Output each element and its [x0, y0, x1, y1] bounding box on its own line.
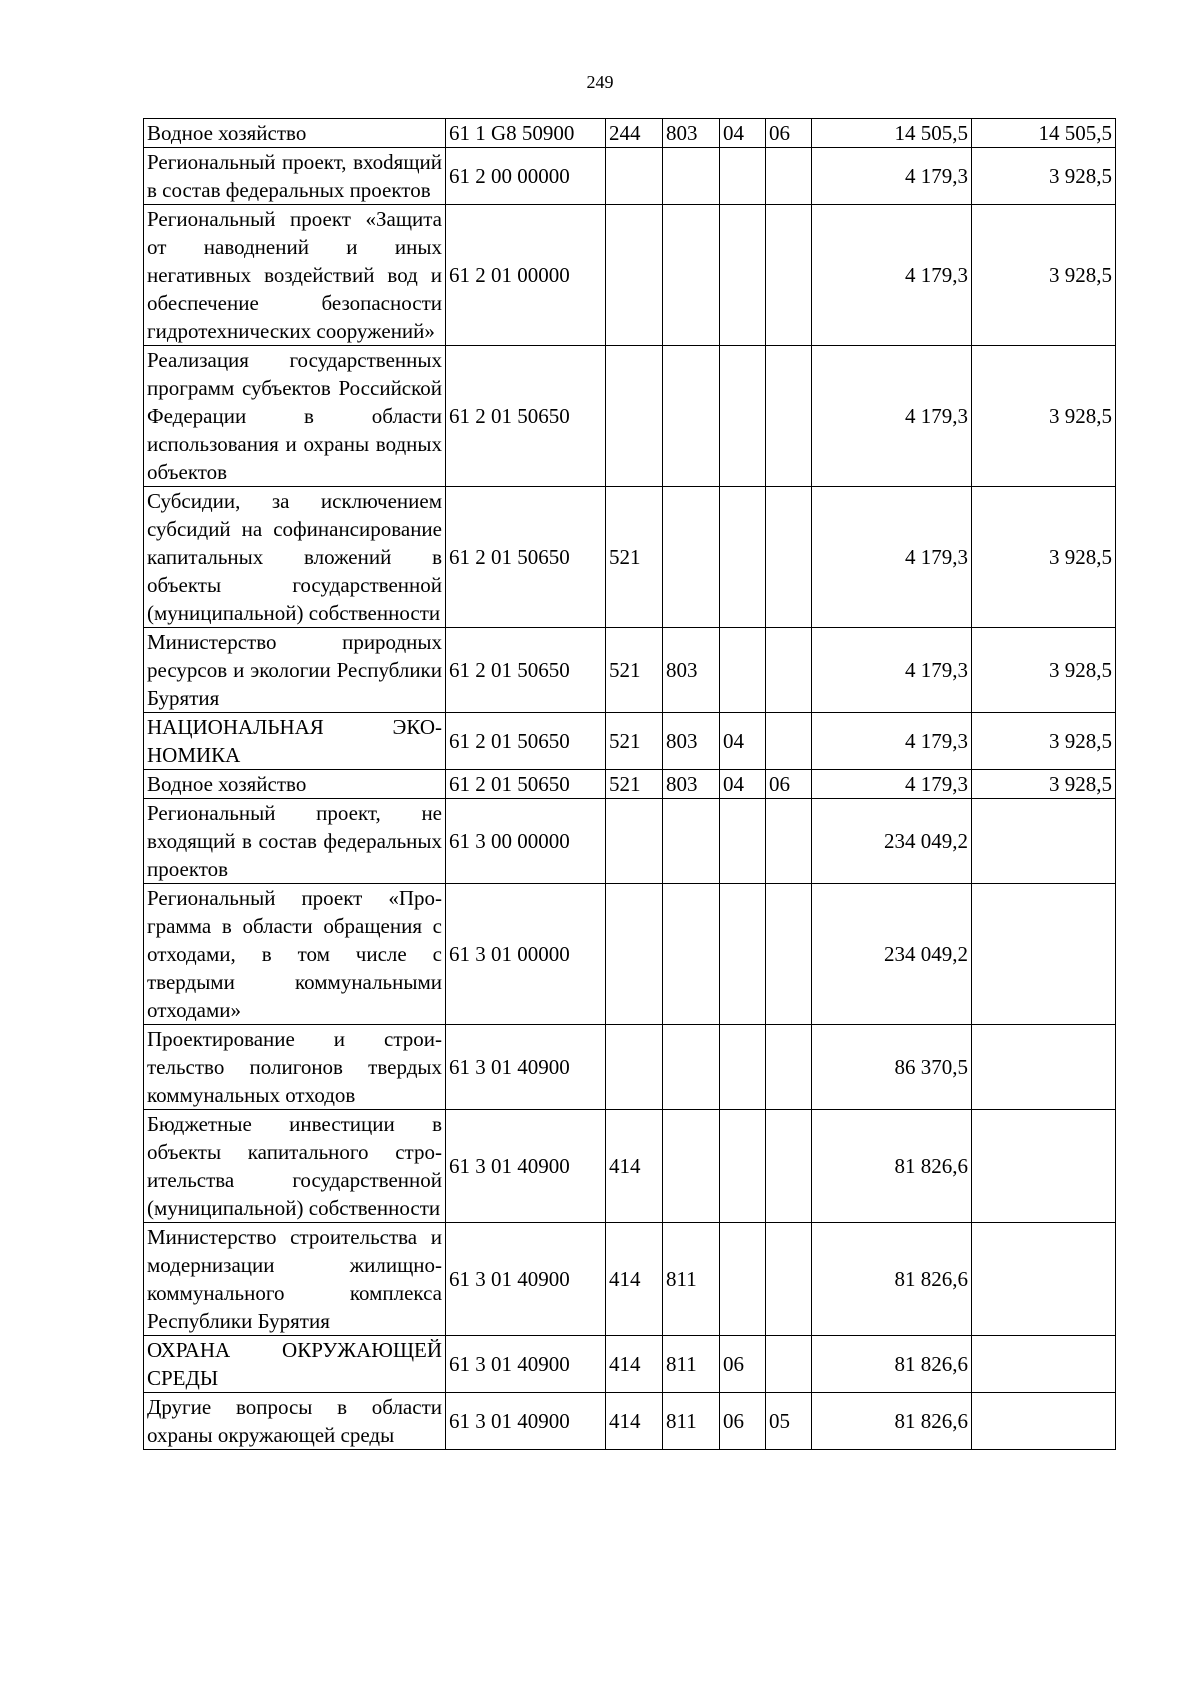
row-expense-type: 521 — [606, 628, 663, 713]
row-section: 06 — [720, 1393, 766, 1450]
table-row — [144, 1110, 1116, 1223]
row-subsection — [766, 487, 812, 628]
table-row — [144, 205, 1116, 346]
row-amount-year2: 3 928,5 — [972, 148, 1116, 205]
table-row — [144, 1336, 1116, 1393]
row-section — [720, 148, 766, 205]
table-row — [144, 346, 1116, 487]
row-amount-year1: 234 049,2 — [812, 799, 972, 884]
row-expense-type — [606, 1025, 663, 1110]
row-amount-year1: 4 179,3 — [812, 628, 972, 713]
row-name: Региональный проект «Программа в области обращения с отходами, в том числе с твердыми коммунальными отходами» — [144, 884, 446, 1025]
row-amount-year2 — [972, 1336, 1116, 1393]
row-department-code — [663, 346, 720, 487]
row-target-code: 61 2 01 50650 — [446, 346, 606, 487]
page-number: 249 — [586, 72, 614, 92]
row-subsection: 06 — [766, 119, 812, 148]
row-amount-year2: 3 928,5 — [972, 487, 1116, 628]
row-amount-year2: 3 928,5 — [972, 628, 1116, 713]
row-name: Региональный проект «Защита от наводнений и иных негативных воздействий вод и обеспечение безопасности гидротехнических сооружений» — [144, 205, 446, 346]
row-expense-type: 414 — [606, 1223, 663, 1336]
row-name: Проектирование и строительство полигонов твердых коммунальных отходов — [144, 1025, 446, 1110]
row-target-code: 61 1 G8 50900 — [446, 119, 606, 148]
row-name: Другие вопросы в области охраны окружающей среды — [144, 1393, 446, 1450]
table-row — [144, 713, 1116, 770]
row-subsection — [766, 628, 812, 713]
table-row — [144, 884, 1116, 1025]
row-target-code: 61 3 00 00000 — [446, 799, 606, 884]
row-amount-year1: 4 179,3 — [812, 148, 972, 205]
row-name: Министерство строительства и модернизации жилищно-коммунального комплекса Республики Бурятия — [144, 1223, 446, 1336]
row-target-code: 61 3 01 40900 — [446, 1336, 606, 1393]
row-subsection — [766, 1110, 812, 1223]
row-amount-year2 — [972, 884, 1116, 1025]
row-expense-type: 414 — [606, 1393, 663, 1450]
row-section — [720, 1025, 766, 1110]
table-body — [144, 119, 1116, 1450]
row-section — [720, 346, 766, 487]
row-subsection — [766, 1223, 812, 1336]
row-subsection — [766, 799, 812, 884]
row-expense-type: 521 — [606, 487, 663, 628]
row-expense-type — [606, 346, 663, 487]
row-section: 06 — [720, 1336, 766, 1393]
table-row — [144, 1025, 1116, 1110]
row-amount-year1: 4 179,3 — [812, 770, 972, 799]
table-row — [144, 1393, 1116, 1450]
row-amount-year2: 3 928,5 — [972, 346, 1116, 487]
row-amount-year1: 81 826,6 — [812, 1336, 972, 1393]
row-target-code: 61 2 01 00000 — [446, 205, 606, 346]
row-amount-year2 — [972, 1393, 1116, 1450]
row-department-code — [663, 884, 720, 1025]
row-name: Водное хозяйство — [144, 119, 446, 148]
row-amount-year2 — [972, 1025, 1116, 1110]
row-amount-year1: 14 505,5 — [812, 119, 972, 148]
row-subsection — [766, 1336, 812, 1393]
row-target-code: 61 2 01 50650 — [446, 487, 606, 628]
row-section: 04 — [720, 713, 766, 770]
row-expense-type — [606, 205, 663, 346]
table-row — [144, 1223, 1116, 1336]
row-department-code — [663, 799, 720, 884]
table-row — [144, 770, 1116, 799]
row-target-code: 61 3 01 40900 — [446, 1025, 606, 1110]
table-row — [144, 799, 1116, 884]
table-row — [144, 628, 1116, 713]
row-amount-year1: 4 179,3 — [812, 205, 972, 346]
row-name: Бюджетные инвестиции в объекты капитального строительства государственной (муниципальной) собственности — [144, 1110, 446, 1223]
row-amount-year1: 234 049,2 — [812, 884, 972, 1025]
row-name: Региональный проект, вхоdящий в состав федеральных проектов — [144, 148, 446, 205]
row-name: Министерство природных ресурсов и экологии Республики Бурятия — [144, 628, 446, 713]
row-expense-type — [606, 884, 663, 1025]
row-amount-year2: 3 928,5 — [972, 205, 1116, 346]
row-name: ОХРАНА ОКРУЖАЮЩЕЙ СРЕДЫ — [144, 1336, 446, 1393]
row-expense-type — [606, 148, 663, 205]
row-department-code: 803 — [663, 628, 720, 713]
table-row — [144, 487, 1116, 628]
row-amount-year1: 4 179,3 — [812, 346, 972, 487]
row-department-code — [663, 1025, 720, 1110]
row-department-code — [663, 205, 720, 346]
row-amount-year1: 81 826,6 — [812, 1393, 972, 1450]
row-subsection: 05 — [766, 1393, 812, 1450]
row-name: НАЦИОНАЛЬНАЯ ЭКОНОМИКА — [144, 713, 446, 770]
row-name: Реализация государственных программ субъектов Российской Федерации в области использования и охраны водных объектов — [144, 346, 446, 487]
row-expense-type: 521 — [606, 713, 663, 770]
row-subsection — [766, 205, 812, 346]
row-department-code: 811 — [663, 1336, 720, 1393]
row-target-code: 61 3 01 00000 — [446, 884, 606, 1025]
row-subsection — [766, 148, 812, 205]
row-department-code — [663, 1110, 720, 1223]
row-target-code: 61 3 01 40900 — [446, 1393, 606, 1450]
row-expense-type: 244 — [606, 119, 663, 148]
row-section — [720, 628, 766, 713]
row-name: Водное хозяйство — [144, 770, 446, 799]
row-subsection — [766, 1025, 812, 1110]
row-department-code: 803 — [663, 713, 720, 770]
row-target-code: 61 2 01 50650 — [446, 770, 606, 799]
row-target-code: 61 3 01 40900 — [446, 1110, 606, 1223]
table-row — [144, 119, 1116, 148]
row-section: 04 — [720, 770, 766, 799]
table-row — [144, 148, 1116, 205]
row-subsection: 06 — [766, 770, 812, 799]
row-amount-year1: 86 370,5 — [812, 1025, 972, 1110]
row-section — [720, 1223, 766, 1336]
row-section — [720, 799, 766, 884]
row-name: Субсидии, за исключением субсидий на софинансирование капитальных вложений в объекты государственной (муниципальной) собственности — [144, 487, 446, 628]
row-expense-type — [606, 799, 663, 884]
row-section — [720, 487, 766, 628]
row-target-code: 61 3 01 40900 — [446, 1223, 606, 1336]
row-amount-year2 — [972, 799, 1116, 884]
row-amount-year1: 81 826,6 — [812, 1110, 972, 1223]
row-expense-type: 414 — [606, 1110, 663, 1223]
row-department-code: 803 — [663, 770, 720, 799]
row-subsection — [766, 713, 812, 770]
row-section — [720, 205, 766, 346]
row-expense-type: 414 — [606, 1336, 663, 1393]
row-amount-year2: 3 928,5 — [972, 770, 1116, 799]
budget-table — [143, 118, 1116, 1450]
row-amount-year2 — [972, 1223, 1116, 1336]
row-amount-year1: 81 826,6 — [812, 1223, 972, 1336]
row-target-code: 61 2 01 50650 — [446, 628, 606, 713]
row-department-code: 811 — [663, 1393, 720, 1450]
row-amount-year2 — [972, 1110, 1116, 1223]
row-section — [720, 884, 766, 1025]
row-amount-year1: 4 179,3 — [812, 713, 972, 770]
row-expense-type: 521 — [606, 770, 663, 799]
row-subsection — [766, 884, 812, 1025]
row-amount-year2: 14 505,5 — [972, 119, 1116, 148]
row-amount-year1: 4 179,3 — [812, 487, 972, 628]
row-department-code — [663, 487, 720, 628]
row-target-code: 61 2 00 00000 — [446, 148, 606, 205]
row-department-code — [663, 148, 720, 205]
row-section: 04 — [720, 119, 766, 148]
row-department-code: 811 — [663, 1223, 720, 1336]
row-target-code: 61 2 01 50650 — [446, 713, 606, 770]
row-subsection — [766, 346, 812, 487]
row-amount-year2: 3 928,5 — [972, 713, 1116, 770]
row-department-code: 803 — [663, 119, 720, 148]
row-section — [720, 1110, 766, 1223]
row-name: Региональный проект, не входящий в состав федеральных проектов — [144, 799, 446, 884]
